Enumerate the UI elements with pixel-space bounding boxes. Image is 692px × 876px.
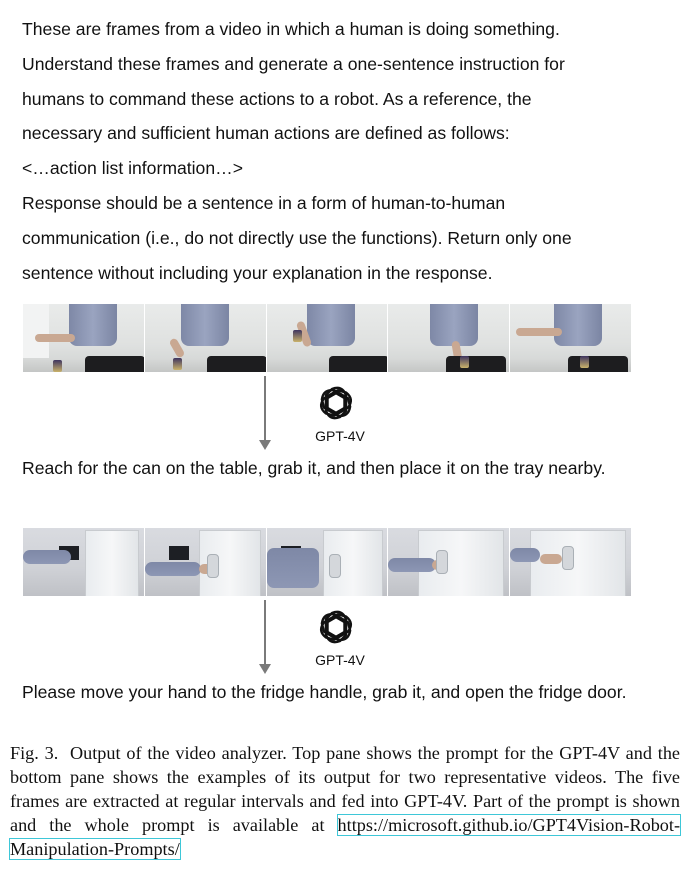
prompt-line: necessary and sufficient human actions are defined as follows: [22, 123, 510, 144]
model-output-fridge: Please move your hand to the fridge handle, grab it, and open the fridge door. [22, 682, 627, 702]
video-frame [510, 528, 631, 596]
video-frame [388, 528, 509, 596]
caption-text: Output of the video analyzer. Top pane shows the prompt for the GPT-4V and the bottom pane shows the examples of its output for two representative videos. The five frames are extracted at regular intervals and fed into GPT-4V. Part of the prompt is shown and the whole prompt is available at [10, 743, 681, 835]
video-frame [145, 528, 266, 596]
video-frames-fridge-task [23, 528, 631, 596]
openai-logo-icon [313, 604, 359, 650]
arrow-head-icon [259, 664, 271, 674]
model-label: GPT-4V [315, 428, 365, 444]
prompt-line: sentence without including your explanation in the response. [22, 262, 493, 283]
prompt-repo-link[interactable]: https://microsoft.github.io/GPT4Vision-Robot-Manipulation-Prompts/ [10, 815, 681, 859]
video-frame [23, 304, 144, 372]
prompt-line: Response should be a sentence in a form of human-to-human [22, 192, 506, 213]
video-frame [267, 304, 388, 372]
video-frame [23, 528, 144, 596]
figure-number: Fig. 3. [10, 743, 59, 763]
video-frame [145, 304, 266, 372]
figure-caption [10, 741, 680, 861]
prompt-line: <…action list information…> [22, 158, 243, 179]
video-frame [388, 304, 509, 372]
prompt-line: humans to command these actions to a robot. As a reference, the [22, 88, 532, 109]
openai-logo-icon [313, 380, 359, 426]
video-frame [267, 528, 388, 596]
video-frames-can-task [23, 304, 631, 372]
arrow-head-icon [259, 440, 271, 450]
prompt-text [22, 12, 682, 290]
video-frame [510, 304, 631, 372]
arrow-down [264, 600, 266, 664]
prompt-line: communication (i.e., do not directly use the functions). Return only one [22, 227, 572, 248]
prompt-line: These are frames from a video in which a human is doing something. [22, 19, 560, 39]
prompt-line: Understand these frames and generate a one-sentence instruction for [22, 53, 565, 74]
model-output-can: Reach for the can on the table, grab it, and then place it on the tray nearby. [22, 458, 606, 478]
arrow-down [264, 376, 266, 440]
model-label: GPT-4V [315, 652, 365, 668]
